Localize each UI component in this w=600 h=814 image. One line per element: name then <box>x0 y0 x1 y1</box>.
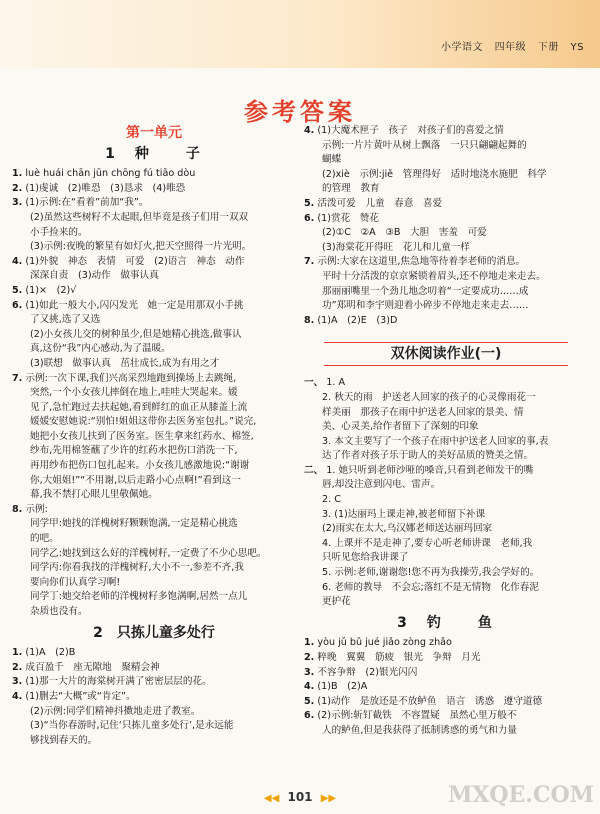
lesson1-line <box>12 255 296 270</box>
reading-line <box>304 449 588 464</box>
answer-text: 杂质也没有。 <box>30 606 88 617</box>
answer-text: 活泼可爱 儿童 春意 喜爱 <box>317 197 443 209</box>
lesson1-line <box>12 299 296 314</box>
answer-text: 2. 秋天的雨 护送老人回家的孩子的心灵像雨花一 <box>322 391 536 403</box>
answer-text: 示例:一次下课,我们兴高采烈地跑到操场上去跳绳, <box>25 372 237 384</box>
answer-text: 4. 上课并不是走神了,要专心听老师讲课 老师,我 <box>322 537 533 549</box>
answer-text: 平时十分活泼的京京紧锁着眉头,还不停地走来走去。 <box>322 270 546 282</box>
reading-line <box>304 420 588 435</box>
lesson1-line <box>12 503 296 518</box>
answer-text: 示例:一片片黄叶从树上飘落 一只只翩翩起舞的 <box>322 139 527 151</box>
lesson1-line <box>12 401 296 416</box>
right-column <box>304 124 588 739</box>
answer-text: (1)× (2)√ <box>25 284 77 296</box>
lesson-1-answers <box>12 167 296 619</box>
answer-text: (2)小女孩儿交的树种虽少,但是她精心挑选,做事认 <box>30 328 242 340</box>
answer-text: (1)删去“大概”或“肯定”。 <box>25 690 136 702</box>
reading-line <box>304 493 588 508</box>
answer-text: 她把小女孩儿扶到了医务室。医生拿来红药水、棉签, <box>30 430 254 442</box>
lesson1-line <box>12 328 296 343</box>
answer-text: 3. (1)达丽玛上课走神,被老师留下补课 <box>322 508 486 520</box>
answer-text: (3)“当你春游时,记住‘只拣儿童多处行’,是永远能 <box>30 720 234 732</box>
lesson2cont-line <box>304 197 588 212</box>
answer-text: 同学丙:你看我找的洋槐树籽,大小不一,参差不齐,我 <box>30 562 244 574</box>
lesson2cont-line <box>304 299 588 314</box>
item-number: 3. <box>12 197 23 209</box>
lesson1-line <box>12 430 296 445</box>
answer-text: 不容争辩 (2)银光闪闪 <box>317 666 418 678</box>
lesson1-line <box>12 517 296 532</box>
item-number: 3. <box>12 676 23 688</box>
lesson2-line <box>12 734 296 749</box>
answer-text: 再用纱布把伤口包扎起来。小女孩儿感激地说:“谢谢 <box>30 460 250 472</box>
lesson1-line <box>12 269 296 284</box>
lesson3-line <box>304 666 588 681</box>
answer-text: (3)海棠花开得旺 花儿和儿童一样 <box>322 241 470 253</box>
answer-text: 了又挑,选了又选 <box>30 314 101 326</box>
reading-line <box>304 566 588 581</box>
lesson2cont-line <box>304 182 588 197</box>
lesson2-line <box>12 705 296 720</box>
answer-text: 示例: <box>25 503 48 515</box>
reading-line <box>304 478 588 493</box>
answer-text: 同学丁:她交给老师的洋槐树籽多饱满啊,居然一点儿 <box>30 591 248 603</box>
reading-line <box>304 551 588 566</box>
subject-label: 小学语文 <box>440 42 483 53</box>
answer-text: 1. 她只听到老师沙哑的嗓音,只看到老师发干的嘴 <box>326 464 534 476</box>
lesson3-line <box>304 636 588 651</box>
prev-arrows-icon: ◀◀ <box>263 793 280 804</box>
answer-text: (1)那一大片的海棠树开满了密密层层的花。 <box>25 676 212 688</box>
answer-text: 1. A <box>326 377 346 389</box>
lesson2cont-line <box>304 255 588 270</box>
lesson2cont-line <box>304 241 588 256</box>
lesson1-line <box>12 590 296 605</box>
lesson1-line <box>12 415 296 430</box>
item-number: 一、 <box>304 377 324 389</box>
item-number: 6. <box>304 212 315 224</box>
header-info <box>433 38 584 53</box>
lesson2cont-line <box>304 212 588 227</box>
answer-text: 3. 本文主要写了一个孩子在雨中护送老人回家的事,表 <box>322 435 549 447</box>
lesson1-line <box>12 459 296 474</box>
lesson1-line <box>12 386 296 401</box>
item-number: 8. <box>304 314 315 326</box>
item-number: 5. <box>304 695 315 707</box>
lesson3-line <box>304 680 588 695</box>
lesson2cont-line <box>304 168 588 183</box>
lesson2-line <box>12 719 296 734</box>
answer-text: 突然,一个小女孩儿摔倒在地上,哇哇大哭起来。媛 <box>30 387 238 399</box>
item-number: 6. <box>304 710 315 722</box>
reading-line <box>304 435 588 450</box>
lesson1-line <box>12 372 296 387</box>
lesson1-line <box>12 313 296 328</box>
answer-text: 样美丽 那孩子在雨中护送老人回家的景美、情 <box>322 406 524 418</box>
lesson1-line <box>12 488 296 503</box>
item-number: 1. <box>12 647 23 659</box>
item-number: 8. <box>12 503 23 515</box>
answer-text: 成百盈千 座无隙地 聚精会神 <box>25 661 160 673</box>
answer-text: (1)示例:在“看着”前加“我”。 <box>25 197 149 209</box>
reading-line <box>304 595 588 610</box>
item-number: 1. <box>12 168 23 180</box>
lesson1-line <box>12 605 296 620</box>
lesson2-line <box>12 675 296 690</box>
answer-text: (1)A (2)E (3)D <box>317 314 398 326</box>
lesson1-line <box>12 182 296 197</box>
lesson3-line <box>304 709 588 724</box>
lesson1-line <box>12 211 296 226</box>
answer-text: 见了,急忙跑过去扶起她,看到鲜红的血正从膝盖上流 <box>30 401 248 413</box>
lesson3-line <box>304 724 588 739</box>
answer-text: 你,大姐姐!”“不用谢,以后走路小心点啊!”看到这一 <box>30 474 241 486</box>
answer-text: luè huái chān jūn chōng fú tiāo dòu <box>25 168 196 180</box>
answer-text: 够找到春天的。 <box>30 734 98 746</box>
answer-text: 那丽丽嘴里一个劲儿地念叨着“一定要成功……成 <box>322 285 529 297</box>
lesson1-line <box>12 342 296 357</box>
answer-text: 深深自责 (3)动作 做事认真 <box>30 270 159 282</box>
reading-line <box>304 508 588 523</box>
answer-text: (1)A (2)B <box>25 647 76 659</box>
answer-text: (3)示例:夜晚的繁星有如灯火,把天空照得一片光明。 <box>30 241 252 253</box>
watermark: MXQE.COM <box>447 782 594 808</box>
lesson1-line <box>12 444 296 459</box>
section-title: 双休阅读作业(一) <box>390 346 502 363</box>
page-title: 参考答案 <box>244 98 356 126</box>
answer-text: (1)赏花 赞花 <box>317 212 379 224</box>
next-arrows-icon: ▶▶ <box>320 793 337 804</box>
lesson1-line <box>12 547 296 562</box>
answer-text: 幕,我不禁打心眼儿里敬佩她。 <box>30 489 158 501</box>
answer-text: 要向你们认真学习啊! <box>30 576 121 588</box>
answer-text: 小手捡来的。 <box>30 226 88 238</box>
item-number: 3. <box>304 666 315 678</box>
lesson1-line <box>12 196 296 211</box>
answer-text: 真,这份“我”内心感动,为了温暖。 <box>30 343 171 355</box>
answer-text: (1)大魔术匣子 孩子 对孩子们的喜爱之情 <box>317 125 504 136</box>
lesson-3-answers <box>304 636 588 738</box>
page-number: 101 <box>287 790 313 804</box>
answer-text: (3)联想 做事认真 茁壮成长,成为有用之才 <box>30 357 220 369</box>
item-number: 2. <box>12 661 23 673</box>
answer-text: 粹晚 翼翼 筋疲 银光 争辩 月光 <box>317 652 481 663</box>
answer-text: (2)示例:斩钉截铁 不容置疑 虽然心里万般不 <box>317 710 517 722</box>
answer-text: (2)xiè 示例:jiě 管理得好 适时地浇水施肥 科学 <box>322 168 547 180</box>
reading-line <box>304 391 588 406</box>
reading-line <box>304 537 588 552</box>
reading-line <box>304 581 588 596</box>
reading-line <box>304 522 588 537</box>
answer-text: (1)外貌 神态 表情 可爱 (2)语言 神态 动作 <box>25 255 245 267</box>
lesson2cont-line <box>304 270 588 285</box>
item-number: 4. <box>304 681 315 693</box>
item-number: 4. <box>12 255 23 267</box>
answer-text: 示例:大家在这道里,焦急地等待着李老师的消息。 <box>317 256 526 268</box>
lesson1-line <box>12 240 296 255</box>
lesson1-line <box>12 226 296 241</box>
lesson2cont-line <box>304 124 588 139</box>
item-number: 5. <box>12 284 23 296</box>
lesson-2-continued-answers <box>304 124 588 328</box>
answer-text: 的吧。 <box>30 533 59 545</box>
item-number: 二、 <box>304 464 324 476</box>
reading-line <box>304 376 588 391</box>
lesson1-line <box>12 474 296 489</box>
answer-text: 5. 示例:老师,谢谢您!您不再为我操劳,我会学好的。 <box>322 567 540 579</box>
answer-text: (1)动作 是放还是不放鲈鱼 语言 诱惑 遵守道德 <box>317 695 543 707</box>
lesson1-line <box>12 284 296 299</box>
item-number: 2. <box>12 182 23 194</box>
answer-text: 功”郑明和李宇则迎着小碎步不停地走来走去…… <box>322 300 529 312</box>
answer-text: (1)B (2)A <box>317 681 368 693</box>
lesson1-line <box>12 576 296 591</box>
lesson1-line <box>12 532 296 547</box>
lesson2cont-line <box>304 226 588 241</box>
weekend-reading-answers <box>304 376 588 610</box>
answer-text: 同学乙:她找到这么好的洋槐树籽,一定费了不少心思吧。 <box>30 547 267 559</box>
item-number: 4. <box>12 690 23 702</box>
lesson2-line <box>12 690 296 705</box>
answer-text: 只听见您给我讲课了 <box>322 552 409 564</box>
lesson1-line <box>12 167 296 182</box>
answer-text: 达了作者对孩子乐于助人的美好品质的赞美之情。 <box>322 450 534 462</box>
answer-text: 蝴蝶 <box>322 154 342 166</box>
answer-text: (2)虽然这些树籽不太起眼,但毕竟是孩子们用一双双 <box>30 211 249 223</box>
item-number: 6. <box>12 299 23 311</box>
grade-label: 四年级 <box>494 42 527 53</box>
answer-text: 美、心灵美,给作者留下了深刻的印象 <box>322 421 479 433</box>
answer-text: 媛媛安慰她说:“别怕!姐姐这带你去医务室包扎。”说完, <box>30 416 257 428</box>
lesson3-line <box>304 651 588 666</box>
answer-text: (1)虔诚 (2)唯恐 (3)恳求 (4)唯恐 <box>25 182 186 194</box>
answer-text: 纱布,先用棉签蘸了少许的红药水把伤口消洗一下, <box>30 445 238 457</box>
answer-text: 6. 老师的教导 不会忘;落红不是无情物 化作春泥 <box>322 581 539 593</box>
lesson1-line <box>12 561 296 576</box>
item-number: 7. <box>12 372 23 384</box>
left-column <box>12 124 296 748</box>
item-number: 5. <box>304 197 315 209</box>
answer-text: yòu jǔ bǔ jué jiǎo zòng zhǎo <box>317 637 452 649</box>
item-number: 1. <box>304 637 315 649</box>
reading-line <box>304 464 588 479</box>
lesson-title-2: 2 只拣儿童多处行 <box>93 624 215 641</box>
answer-text: 更护花 <box>322 596 351 608</box>
lesson1-line <box>12 357 296 372</box>
answer-text: (2)雨实在太大,乌汉娜老师送达丽玛回家 <box>322 523 493 535</box>
reading-line <box>304 406 588 421</box>
answer-text: (1)如此一般大小,闪闪发光 她一定是用那双小手挑 <box>25 299 244 311</box>
answer-text: 人的鲈鱼,但是我获得了抵制诱惑的勇气和力量 <box>322 724 517 736</box>
item-number: 7. <box>304 256 315 268</box>
unit-title: 第一单元 <box>126 125 182 141</box>
edition-label: YS <box>570 42 584 53</box>
lesson2cont-line <box>304 314 588 329</box>
lesson2cont-line <box>304 153 588 168</box>
section-header <box>324 342 568 366</box>
lesson-2-answers <box>12 646 296 748</box>
item-number: 4. <box>304 125 315 136</box>
answer-text: 同学甲:她找的洋槐树籽颗颗饱满,一定是精心挑选 <box>30 518 238 530</box>
lesson2-line <box>12 646 296 661</box>
answer-text: 2. C <box>322 494 341 506</box>
header-band <box>0 0 600 68</box>
lesson3-line <box>304 695 588 710</box>
lesson2-line <box>12 661 296 676</box>
lesson2cont-line <box>304 285 588 300</box>
answer-text: 唇,却没注意到闪电、雷声。 <box>322 479 441 491</box>
lesson-title-3: 3 钓 鱼 <box>397 614 495 631</box>
lesson2cont-line <box>304 139 588 154</box>
item-number: 2. <box>304 652 315 663</box>
answer-text: (2)示例:同学们精神抖擞地走进了教室。 <box>30 705 201 717</box>
answer-text: 的管理 教育 <box>322 183 380 195</box>
volume-label: 下册 <box>537 42 559 53</box>
lesson-title-1: 1 种 子 <box>105 145 203 162</box>
answer-text: (2)①C ②A ③B 大胆 害羞 可爱 <box>322 227 487 239</box>
